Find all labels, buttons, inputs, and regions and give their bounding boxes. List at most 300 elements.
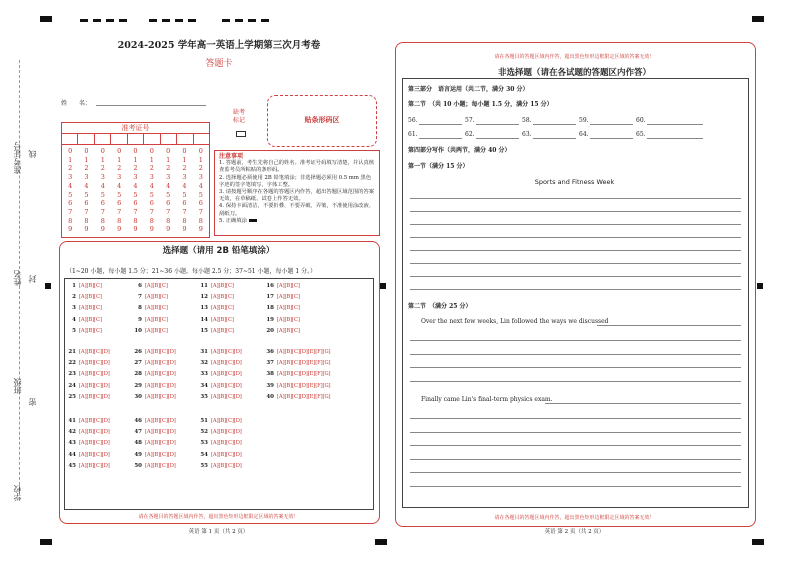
right-page-footer: 英语 第 2 页（共 2 页）: [544, 529, 605, 535]
choice-instructions: （1~20 小题，每小题 1.5 分；21~36 小题，每小题 2.5 分；37~51 小题，每小题 1 分。）: [66, 268, 317, 275]
binding-label-dense: 密: [28, 398, 37, 406]
digit-bubble[interactable]: 7: [100, 207, 105, 216]
question-number: 30: [134, 393, 142, 400]
digit-bubble[interactable]: 6: [68, 199, 73, 208]
digit-bubble[interactable]: 5: [117, 190, 122, 199]
note-item: 2. 选择题必须使用 2B 铅笔填涂；非选择题必须用 0.5 mm 黑色字迹的签字笔填写，字体工整。: [219, 174, 372, 188]
note-item: 1. 答题前，考生先将自己的姓名、准考证号码填写清楚，并认真核查监考员所粘贴的条形码。: [219, 160, 375, 174]
answer-bubbles[interactable]: [A][B][C][D]: [79, 451, 110, 458]
blank-number: 59.: [579, 117, 589, 124]
digit-bubble[interactable]: 5: [68, 190, 73, 199]
answer-area-frame: [402, 78, 749, 508]
blank-answer-line[interactable]: [533, 138, 576, 139]
writing-line[interactable]: [410, 289, 741, 290]
digit-bubble[interactable]: 1: [68, 155, 73, 164]
digit-bubble[interactable]: 7: [133, 207, 138, 216]
question-number: 13: [200, 305, 208, 312]
answer-bubbles[interactable]: [A][B][C][D][E][F][G]: [277, 360, 331, 367]
digit-column[interactable]: [95, 145, 111, 234]
digit-bubble[interactable]: 1: [182, 155, 187, 164]
digit-bubble[interactable]: 7: [84, 207, 89, 216]
section2b-heading: 第二节 （满分 25 分）: [408, 303, 472, 310]
digit-bubble[interactable]: 1: [198, 155, 203, 164]
writing-line[interactable]: [410, 486, 741, 487]
binding-label-name: 姓名: [13, 270, 22, 286]
digit-bubble[interactable]: 7: [117, 207, 122, 216]
answer-bubbles[interactable]: [A][B][C]: [277, 316, 300, 323]
section1-heading: 第一节（满分 15 分）: [408, 163, 469, 170]
digit-bubble[interactable]: 1: [166, 155, 171, 164]
answer-bubbles[interactable]: [A][B][C]: [79, 327, 102, 334]
digit-bubble[interactable]: 9: [198, 225, 203, 234]
answer-bubbles[interactable]: [A][B][C]: [145, 283, 168, 289]
digit-bubble[interactable]: 8: [68, 216, 73, 225]
section2-heading: 第二节 （共 10 小题；每小题 1.5 分，满分 15 分）: [408, 101, 553, 108]
question-number: 14: [200, 316, 208, 323]
digit-bubble[interactable]: 6: [133, 199, 138, 208]
writing-line[interactable]: [410, 250, 741, 251]
registration-mark: [752, 16, 764, 22]
digit-bubble[interactable]: 9: [68, 225, 73, 234]
digit-bubble[interactable]: 4: [149, 181, 154, 190]
digit-bubble[interactable]: 9: [166, 225, 171, 234]
question-number: 17: [266, 294, 274, 301]
writing-line[interactable]: [410, 237, 741, 238]
writing-line[interactable]: [410, 432, 741, 433]
digit-bubble[interactable]: 8: [149, 216, 154, 225]
digit-bubble[interactable]: 2: [68, 164, 73, 173]
digit-bubble[interactable]: 6: [198, 199, 203, 208]
choice-footer-warning: 请在各题目的答题区域内作答，超出黑色矩形边框限定区域的答案无效！: [138, 514, 299, 520]
answer-bubbles[interactable]: [A][B][C][D]: [145, 382, 176, 389]
answer-bubbles[interactable]: [A][B][C][D]: [211, 440, 242, 447]
timing-mark: [162, 19, 170, 22]
answer-bubbles[interactable]: [A][B][C][D]: [211, 451, 242, 458]
answer-bubbles[interactable]: [A][B][C]: [211, 327, 234, 334]
answer-bubbles[interactable]: [A][B][C][D]: [79, 462, 110, 469]
digit-bubble[interactable]: 3: [84, 173, 89, 182]
question-number: 54: [200, 451, 208, 458]
blank-number: 56.: [408, 117, 418, 124]
answer-bubbles[interactable]: [A][B][C]: [277, 305, 300, 312]
digit-bubble[interactable]: 6: [117, 199, 122, 208]
digit-bubble[interactable]: 1: [149, 155, 154, 164]
writing-line[interactable]: [410, 224, 741, 225]
registration-mark: [380, 283, 386, 289]
digit-bubble[interactable]: 3: [198, 173, 203, 182]
digit-bubble[interactable]: 1: [100, 155, 105, 164]
answer-bubbles[interactable]: [A][B][C][D]: [79, 371, 110, 378]
answer-bubbles[interactable]: [A][B][C]: [211, 283, 234, 289]
digit-bubble[interactable]: 5: [100, 190, 105, 199]
writing-line[interactable]: [410, 276, 741, 277]
answer-bubbles[interactable]: [A][B][C][D][E][F][G]: [277, 393, 331, 400]
answer-bubbles[interactable]: [A][B][C][D]: [211, 393, 242, 400]
digit-bubble[interactable]: 6: [100, 199, 105, 208]
blank-answer-line[interactable]: [476, 124, 519, 125]
question-number: 50: [134, 462, 142, 469]
answer-bubbles[interactable]: [A][B][C][D]: [79, 360, 110, 367]
answer-bubbles[interactable]: [A][B][C][D]: [145, 393, 176, 400]
digit-bubble[interactable]: 2: [117, 164, 122, 173]
answer-bubbles[interactable]: [A][B][C][D]: [145, 349, 176, 355]
question-number: 40: [266, 393, 274, 400]
answer-bubbles[interactable]: [A][B][C][D]: [145, 440, 176, 447]
answer-bubbles[interactable]: [A][B][C][D]: [211, 371, 242, 378]
answer-bubbles[interactable]: [A][B][C][D]: [211, 462, 242, 469]
digit-bubble[interactable]: 8: [166, 216, 171, 225]
digit-bubble[interactable]: 1: [117, 155, 122, 164]
blank-answer-line[interactable]: [647, 124, 703, 125]
digit-column[interactable]: [111, 145, 127, 234]
digit-bubble[interactable]: 4: [133, 181, 138, 190]
digit-bubble[interactable]: 0: [149, 147, 154, 155]
digit-bubble[interactable]: 3: [166, 173, 171, 182]
timing-mark: [175, 19, 183, 22]
answer-bubbles[interactable]: [A][B][C][D]: [211, 429, 242, 436]
digit-bubble[interactable]: 0: [182, 147, 187, 155]
continuation-line[interactable]: [545, 403, 741, 404]
digit-bubble[interactable]: 4: [68, 181, 73, 190]
blank-answer-line[interactable]: [419, 138, 462, 139]
digit-bubble[interactable]: 5: [182, 190, 187, 199]
writing-line[interactable]: [410, 472, 741, 473]
question-number: 42: [68, 429, 76, 436]
answer-bubbles[interactable]: [A][B][C][D]: [79, 393, 110, 400]
question-number: 21: [68, 349, 76, 355]
digit-bubble[interactable]: 7: [182, 207, 187, 216]
timing-mark: [222, 19, 230, 22]
digit-bubble[interactable]: 3: [68, 173, 73, 182]
question-number: 24: [68, 382, 76, 389]
exam-number-bubbles[interactable]: [62, 145, 209, 234]
digit-bubble[interactable]: 0: [166, 147, 171, 155]
digit-bubble[interactable]: 5: [133, 190, 138, 199]
question-number: 36: [266, 349, 274, 355]
digit-bubble[interactable]: 9: [133, 225, 138, 234]
question-number: 48: [134, 440, 142, 447]
writing-line[interactable]: [410, 211, 741, 212]
answer-bubbles[interactable]: [A][B][C][D]: [145, 418, 176, 424]
digit-bubble[interactable]: 9: [100, 225, 105, 234]
question-number: 27: [134, 360, 142, 367]
digit-bubble[interactable]: 7: [198, 207, 203, 216]
digit-bubble[interactable]: 4: [117, 181, 122, 190]
question-number: 10: [134, 327, 142, 334]
timing-mark: [93, 19, 101, 22]
blank-answer-line[interactable]: [419, 124, 462, 125]
question-number: 22: [68, 360, 76, 367]
question-number: 52: [200, 429, 208, 436]
blank-number: 64.: [579, 131, 589, 138]
answer-bubbles[interactable]: [A][B][C][D]: [145, 462, 176, 469]
timing-mark: [248, 19, 256, 22]
blank-number: 62.: [465, 131, 475, 138]
question-number: 12: [200, 294, 208, 301]
answer-bubbles[interactable]: [A][B][C]: [145, 316, 168, 323]
digit-bubble[interactable]: 2: [166, 164, 171, 173]
digit-bubble[interactable]: 0: [133, 147, 138, 155]
question-number: 32: [200, 360, 208, 367]
notes-box: [214, 150, 380, 236]
writing-line[interactable]: [410, 367, 741, 368]
digit-bubble[interactable]: 2: [198, 164, 203, 173]
answer-bubbles[interactable]: [A][B][C][D]: [211, 360, 242, 367]
digit-bubble[interactable]: 8: [198, 216, 203, 225]
binding-label-line: 线: [28, 150, 37, 158]
question-number: 35: [200, 393, 208, 400]
answer-bubbles[interactable]: [A][B][C][D]: [145, 451, 176, 458]
left-page-footer: 英语 第 1 页（共 2 页）: [188, 529, 249, 535]
blank-number: 65.: [636, 131, 646, 138]
answer-bubbles[interactable]: [A][B][C][D]: [211, 382, 242, 389]
blank-answer-line[interactable]: [590, 138, 633, 139]
digit-bubble[interactable]: 8: [182, 216, 187, 225]
answer-bubbles[interactable]: [A][B][C]: [145, 294, 168, 301]
digit-bubble[interactable]: 9: [117, 225, 122, 234]
digit-bubble[interactable]: 3: [100, 173, 105, 182]
digit-bubble[interactable]: 0: [198, 147, 203, 155]
blank-answer-line[interactable]: [476, 138, 519, 139]
digit-bubble[interactable]: 9: [84, 225, 89, 234]
question-number: 31: [200, 349, 208, 355]
question-number: 33: [200, 371, 208, 378]
writing-line[interactable]: [410, 418, 741, 419]
registration-mark: [752, 539, 764, 545]
digit-bubble[interactable]: 6: [166, 199, 171, 208]
exam-number-write-cells[interactable]: [62, 134, 209, 145]
writing-line[interactable]: [410, 381, 741, 382]
answer-bubbles[interactable]: [A][B][C]: [79, 316, 102, 323]
question-number: 37: [266, 360, 274, 367]
digit-bubble[interactable]: 8: [84, 216, 89, 225]
digit-column[interactable]: [193, 145, 209, 234]
question-number: 1: [72, 283, 76, 289]
digit-bubble[interactable]: 4: [100, 181, 105, 190]
writing-line[interactable]: [410, 459, 741, 460]
binding-label-exam-no: 准考证号: [13, 142, 22, 174]
continuation-prompt-1: Over the next few weeks, Lin followed the ways we discussed: [421, 318, 609, 325]
answer-bubbles[interactable]: [A][B][C][D][E][F][G]: [277, 382, 331, 389]
digit-bubble[interactable]: 1: [84, 155, 89, 164]
timing-mark: [80, 19, 88, 22]
blank-answer-line[interactable]: [647, 138, 703, 139]
digit-bubble[interactable]: 0: [117, 147, 122, 155]
digit-bubble[interactable]: 3: [182, 173, 187, 182]
answer-bubbles[interactable]: [A][B][C][D]: [79, 349, 110, 355]
digit-column[interactable]: [176, 145, 192, 234]
continuation-line[interactable]: [597, 325, 741, 326]
digit-bubble[interactable]: 6: [84, 199, 89, 208]
registration-mark: [757, 283, 763, 289]
absent-label: 缺考标记: [232, 109, 245, 124]
non-choice-title: 非选择题（请在各试题的答题区内作答）: [497, 68, 651, 78]
timing-mark: [188, 19, 196, 22]
question-number: 7: [138, 294, 142, 301]
digit-bubble[interactable]: 3: [117, 173, 122, 182]
answer-bubbles[interactable]: [A][B][C]: [211, 294, 234, 301]
answer-bubbles[interactable]: [A][B][C][D]: [79, 418, 110, 424]
exam-number-header: 准考证号: [62, 123, 209, 134]
digit-bubble[interactable]: 5: [84, 190, 89, 199]
question-number: 53: [200, 440, 208, 447]
continuation-prompt-2: Finally came Lin's final-term physics exam.: [421, 396, 553, 403]
digit-bubble[interactable]: 4: [182, 181, 187, 190]
question-number: 18: [266, 305, 274, 312]
blank-answer-line[interactable]: [590, 124, 633, 125]
registration-mark: [45, 283, 51, 289]
part4-heading: 第四部分写作（共两节，满分 40 分）: [408, 147, 511, 154]
binding-label-seal: 封: [28, 275, 37, 283]
answer-bubbles[interactable]: [A][B][C][D][E][F][G]: [277, 349, 331, 355]
digit-bubble[interactable]: 5: [149, 190, 154, 199]
digit-bubble[interactable]: 2: [182, 164, 187, 173]
digit-bubble[interactable]: 0: [100, 147, 105, 155]
digit-bubble[interactable]: 7: [68, 207, 73, 216]
correct-fill-sample: [249, 219, 257, 222]
digit-column[interactable]: [127, 145, 143, 234]
digit-bubble[interactable]: 4: [166, 181, 171, 190]
question-number: 41: [68, 418, 76, 424]
digit-bubble[interactable]: 5: [198, 190, 203, 199]
question-number: 46: [134, 418, 142, 424]
question-number: 25: [68, 393, 76, 400]
digit-bubble[interactable]: 8: [100, 216, 105, 225]
digit-bubble[interactable]: 2: [84, 164, 89, 173]
answer-bubbles[interactable]: [A][B][C]: [79, 305, 102, 312]
timing-mark: [149, 19, 157, 22]
question-number: 45: [68, 462, 76, 469]
question-number: 55: [200, 462, 208, 469]
timing-mark: [235, 19, 243, 22]
digit-bubble[interactable]: 4: [84, 181, 89, 190]
binding-label-school: 学校: [13, 485, 22, 501]
question-number: 5: [72, 327, 76, 334]
digit-bubble[interactable]: 2: [133, 164, 138, 173]
answer-bubbles[interactable]: [A][B][C]: [79, 283, 102, 289]
question-number: 3: [72, 305, 76, 312]
writing-line[interactable]: [410, 198, 741, 199]
digit-bubble[interactable]: 8: [117, 216, 122, 225]
question-number: 2: [72, 294, 76, 301]
answer-bubbles[interactable]: [A][B][C][D]: [145, 429, 176, 436]
digit-column[interactable]: [62, 145, 78, 234]
blank-number: 61.: [408, 131, 418, 138]
question-number: 34: [200, 382, 208, 389]
timing-mark: [119, 19, 127, 22]
name-label: 姓 名：: [61, 100, 92, 107]
answer-bubbles[interactable]: [A][B][C][D][E][F][G]: [277, 371, 331, 378]
right-bottom-warning: 请在各题目的答题区域内作答，超出黑色矩形边框限定区域的答案无效！: [494, 515, 655, 521]
digit-bubble[interactable]: 7: [166, 207, 171, 216]
question-number: 49: [134, 451, 142, 458]
digit-bubble[interactable]: 2: [100, 164, 105, 173]
answer-bubbles[interactable]: [A][B][C][D]: [79, 429, 110, 436]
digit-bubble[interactable]: 2: [149, 164, 154, 173]
question-number: 16: [266, 283, 274, 289]
digit-bubble[interactable]: 9: [182, 225, 187, 234]
registration-mark: [40, 16, 52, 22]
answer-bubbles[interactable]: [A][B][C]: [145, 327, 168, 334]
blank-answer-line[interactable]: [533, 124, 576, 125]
binding-label-class: 班级: [13, 378, 22, 394]
question-number: 9: [138, 316, 142, 323]
registration-mark: [40, 539, 52, 545]
answer-bubbles[interactable]: [A][B][C][D]: [211, 349, 242, 355]
digit-bubble[interactable]: 6: [149, 199, 154, 208]
answer-bubbles[interactable]: [A][B][C]: [277, 283, 300, 289]
digit-column[interactable]: [144, 145, 160, 234]
digit-bubble[interactable]: 0: [68, 147, 73, 155]
question-number: 15: [200, 327, 208, 334]
question-number: 44: [68, 451, 76, 458]
card-title: 答题卡: [205, 59, 233, 69]
digit-bubble[interactable]: 9: [149, 225, 154, 234]
question-number: 38: [266, 371, 274, 378]
digit-bubble[interactable]: 6: [182, 199, 187, 208]
question-number: 6: [138, 283, 142, 289]
writing-line[interactable]: [410, 445, 741, 446]
digit-bubble[interactable]: 3: [133, 173, 138, 182]
name-field[interactable]: [96, 105, 206, 106]
writing-line[interactable]: [410, 354, 741, 355]
barcode-area: [267, 95, 377, 147]
blank-number: 60.: [636, 117, 646, 124]
answer-bubbles[interactable]: [A][B][C]: [145, 305, 168, 312]
digit-bubble[interactable]: 1: [133, 155, 138, 164]
answer-bubbles[interactable]: [A][B][C][D]: [79, 382, 110, 389]
question-number: 20: [266, 327, 274, 334]
digit-bubble[interactable]: 0: [84, 147, 89, 155]
answer-bubbles[interactable]: [A][B][C]: [79, 294, 102, 301]
digit-bubble[interactable]: 5: [166, 190, 171, 199]
question-number: 23: [68, 371, 76, 378]
digit-bubble[interactable]: 4: [198, 181, 203, 190]
exam-title: 2024-2025 学年高一英语上学期第三次月考卷: [117, 40, 321, 51]
question-number: 19: [266, 316, 274, 323]
answer-bubbles[interactable]: [A][B][C][D]: [145, 371, 176, 378]
writing-line[interactable]: [410, 340, 741, 341]
note-item-text: 5. 正确填涂: [219, 217, 247, 224]
digit-bubble[interactable]: 3: [149, 173, 154, 182]
answer-bubbles[interactable]: [A][B][C][D]: [79, 440, 110, 447]
question-number: 28: [134, 371, 142, 378]
digit-column[interactable]: [160, 145, 176, 234]
answer-bubbles[interactable]: [A][B][C]: [277, 327, 300, 334]
answer-bubbles[interactable]: [A][B][C]: [211, 316, 234, 323]
digit-bubble[interactable]: 7: [149, 207, 154, 216]
question-number: 4: [72, 316, 76, 323]
blank-number: 57.: [465, 117, 475, 124]
question-number: 29: [134, 382, 142, 389]
question-number: 43: [68, 440, 76, 447]
essay-title: Sports and Fitness Week: [534, 178, 615, 186]
absent-checkbox[interactable]: [236, 131, 246, 137]
question-number: 11: [200, 283, 208, 289]
digit-column[interactable]: [78, 145, 94, 234]
writing-line[interactable]: [410, 263, 741, 264]
exam-number-grid: [61, 122, 210, 238]
answer-bubbles[interactable]: [A][B][C]: [277, 294, 300, 301]
answer-bubbles[interactable]: [A][B][C][D]: [211, 418, 242, 424]
blank-number: 58.: [522, 117, 532, 124]
right-top-warning: 请在各题目的答题区域内作答，超出黑色矩形边框限定区域的答案无效！: [494, 54, 655, 60]
digit-bubble[interactable]: 8: [133, 216, 138, 225]
choice-title: 选择题（请用 2B 铅笔填涂）: [162, 246, 275, 256]
question-number: 8: [138, 305, 142, 312]
answer-bubbles[interactable]: [A][B][C]: [211, 305, 234, 312]
answer-bubbles[interactable]: [A][B][C][D]: [145, 360, 176, 367]
